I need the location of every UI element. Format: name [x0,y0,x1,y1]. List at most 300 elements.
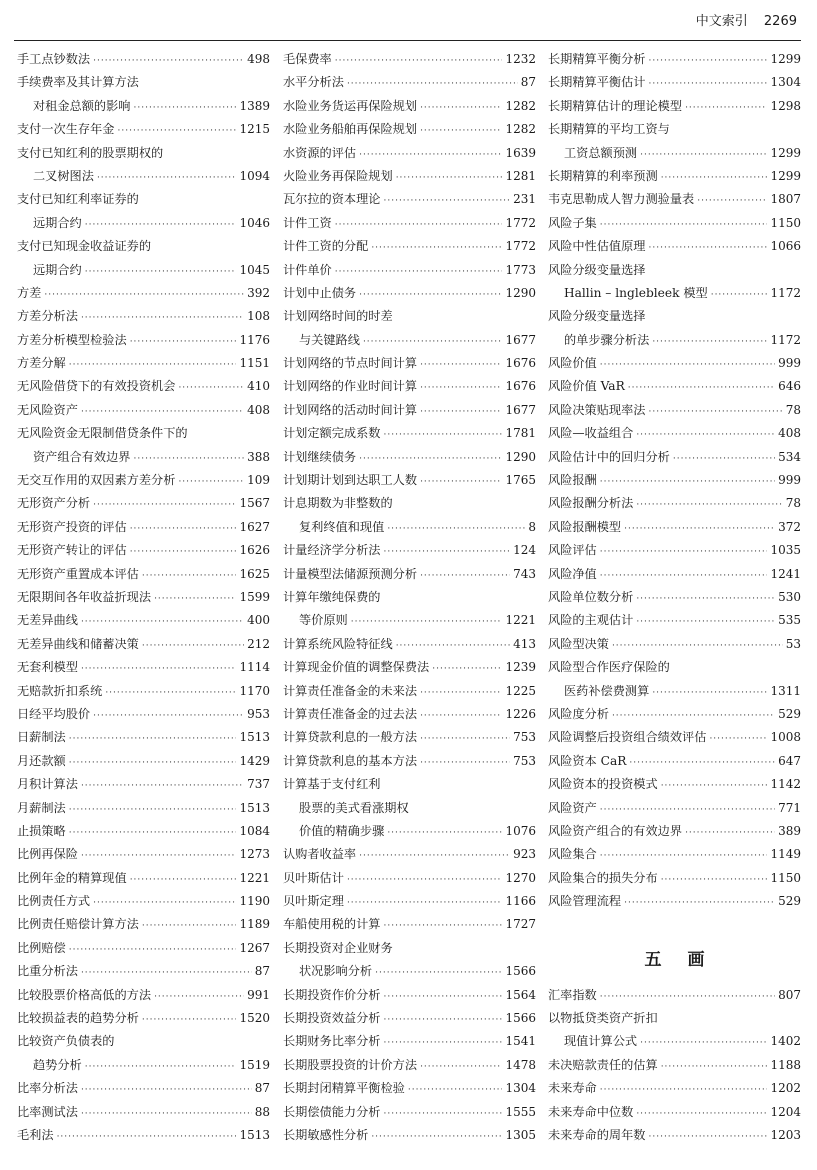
entry-term: 方差分析法 [17,309,78,324]
entry-term: 计划定额完成系数 [283,426,381,441]
dot-leader [57,1126,237,1147]
entry-page-number: 1282 [505,122,536,137]
entry-page-number: 1094 [239,168,270,183]
dot-leader [652,682,767,703]
dot-leader [384,986,503,1007]
index-entry [548,890,801,913]
entry-page-number: 1429 [239,753,270,768]
entry-term: 无差异曲线和储蓄决策 [17,636,139,651]
dot-leader [359,448,502,469]
entry-page-number: 1676 [505,379,536,394]
index-entry [283,48,536,71]
index-entry [283,118,536,141]
entry-page-number: 530 [778,589,801,604]
index-entry [548,399,801,422]
entry-term: 长期偿债能力分析 [283,1104,381,1119]
entry-term: 长期投资对企业财务 [283,940,393,955]
dot-leader [600,541,768,562]
entry-term: 手续费率及其计算方法 [17,75,139,90]
entry-page-number: 991 [247,987,270,1002]
index-entry [17,797,270,820]
dot-leader [359,284,502,305]
entry-page-number: 1389 [239,98,270,113]
index-entry [548,492,801,515]
dot-leader [420,97,502,118]
dot-leader [600,1079,768,1100]
dot-leader [420,377,502,398]
entry-page-number: 1676 [505,356,536,371]
dot-leader [640,1032,767,1053]
entry-page-number: 1304 [770,75,801,90]
entry-page-number: 1626 [239,543,270,558]
entry-term: 毛利法 [17,1127,54,1142]
entry-term: 工资总额预测 [564,145,638,160]
entry-page-number: 1566 [505,1011,536,1026]
entry-term: 计划网络的节点时间计算 [283,356,418,371]
dot-leader [359,144,502,165]
entry-page-number: 1772 [505,215,536,230]
entry-term: 无风险借贷下的有效投资机会 [17,379,176,394]
index-entry [283,703,536,726]
index-entry [548,188,801,211]
entry-term: 毛保费率 [283,52,332,66]
entry-page-number: 53 [785,636,801,651]
index-entry [17,937,270,960]
dot-leader [134,97,237,118]
index-entry [548,539,801,562]
entry-term: 手工点钞数法 [17,52,91,66]
entry-term: 车船使用税的计算 [283,917,381,932]
entry-term: 无交互作用的双因素方差分析 [17,473,176,488]
entry-page-number: 1727 [505,917,536,932]
dot-leader [97,167,237,188]
index-entry [17,329,270,352]
entry-term: 计算贷款利息的基本方法 [283,753,418,768]
index-entry [283,539,536,562]
entry-page-number: 1513 [239,1127,270,1142]
entry-page-number: 923 [513,847,536,862]
entry-page-number: 410 [247,379,270,394]
entry-page-number: 1290 [505,285,536,300]
entry-page-number: 999 [778,473,801,488]
index-entry [548,820,801,843]
entry-page-number: 953 [247,706,270,721]
entry-term: 支付已知红利率证券的 [17,192,139,207]
entry-term: 计件工资的分配 [283,239,369,254]
entry-term: 计算责任准备金的过去法 [283,706,418,721]
entry-term: 风险资产组合的有效边界 [548,823,683,838]
index-entry [548,469,801,492]
index-entry [17,469,270,492]
entry-page-number: 1773 [505,262,536,277]
dot-leader [142,635,244,656]
dot-leader [649,73,768,94]
index-entry [283,352,536,375]
dot-leader [347,73,518,94]
dot-leader [359,845,510,866]
entry-term: 计划期计划到达职工人数 [283,473,418,488]
dot-leader [384,541,511,562]
entry-term: 风险单位数分析 [548,589,634,604]
entry-term: 未来寿命 [548,1081,597,1096]
index-entry [17,1030,270,1053]
entry-term: 风险—收益组合 [548,426,634,441]
entry-page-number: 807 [778,987,801,1002]
index-entry [283,913,536,936]
index-entry [17,352,270,375]
dot-leader [612,705,775,726]
index-column-1 [17,48,270,1147]
index-entry [283,726,536,749]
dot-leader [335,50,503,71]
dot-leader [85,214,237,235]
entry-page-number: 1304 [505,1081,536,1096]
entry-page-number: 1215 [239,122,270,137]
entry-page-number: 413 [513,636,536,651]
dot-leader [384,1103,503,1124]
index-entry [17,235,270,258]
index-entry [283,282,536,305]
entry-term: Hallin – lnglebleek 模型 [564,285,708,300]
index-entry [548,726,801,749]
entry-page-number: 1142 [770,777,801,792]
entry-page-number: 1221 [505,613,536,628]
running-header [14,0,801,41]
entry-page-number: 771 [778,800,801,815]
index-column-2 [283,48,536,1147]
dot-leader [711,284,768,305]
entry-term: 比较资产负债表的 [17,1034,115,1049]
index-entry [283,1077,536,1100]
index-entry [283,188,536,211]
entry-page-number: 1519 [239,1057,270,1072]
index-entry [17,48,270,71]
index-entry-continuation [17,259,270,282]
entry-term: 风险集合 [548,847,597,862]
entry-page-number: 1270 [505,870,536,885]
dot-leader [420,728,510,749]
dot-leader [600,471,775,492]
entry-page-number: 647 [778,753,801,768]
dot-leader [636,611,775,632]
entry-page-number: 1677 [505,332,536,347]
dot-leader [387,518,525,539]
entry-term: 无套利模型 [17,660,78,675]
index-entry [548,703,801,726]
index-entry [548,375,801,398]
entry-term: 无赔款折扣系统 [17,683,103,698]
entry-term: 风险价值 [548,356,597,371]
dot-leader [81,401,244,422]
dot-leader [105,682,236,703]
index-entry [548,118,801,141]
dot-leader [81,775,244,796]
index-entry-continuation [283,329,536,352]
dot-leader [335,261,503,282]
entry-term: 无形资产投资的评估 [17,519,127,534]
index-entry [548,235,801,258]
dot-leader [673,448,775,469]
dot-leader [432,658,502,679]
entry-page-number: 1225 [505,683,536,698]
entry-term: 风险资本的投资模式 [548,777,658,792]
index-entry [17,305,270,328]
index-entry [17,1077,270,1100]
index-entry [548,773,801,796]
index-entry [548,633,801,656]
dot-leader [685,822,775,843]
dot-leader [628,377,775,398]
entry-page-number: 1045 [239,262,270,277]
entry-page-number: 753 [513,730,536,745]
dot-leader [612,635,783,656]
dot-leader [420,705,502,726]
entry-term: 计件工资 [283,215,332,230]
index-entry-continuation [548,282,801,305]
dot-leader [600,986,775,1007]
entry-page-number: 753 [513,753,536,768]
dot-leader [69,752,237,773]
index-entry [17,984,270,1007]
entry-page-number: 1172 [770,285,801,300]
entry-page-number: 1150 [770,870,801,885]
entry-term: 无风险资金无限制借贷条件下的 [17,426,188,441]
entry-term: 风险报酬分析法 [548,496,634,511]
dot-leader [661,775,768,796]
dot-leader [371,237,502,258]
dot-leader [134,448,245,469]
index-entry [283,1054,536,1077]
dot-leader [600,799,775,820]
index-entry [283,71,536,94]
dot-leader [661,167,768,188]
entry-term: 比例赔偿 [17,940,66,955]
dot-leader [363,331,503,352]
entry-page-number: 535 [778,613,801,628]
dot-leader [384,1009,503,1030]
dot-leader [396,635,510,656]
entry-term: 趋势分析 [33,1057,82,1072]
dot-leader [420,682,502,703]
entry-term: 比率测试法 [17,1104,78,1119]
entry-term: 支付已知红利的股票期权的 [17,145,164,160]
entry-page-number: 231 [513,192,536,207]
index-entry-continuation [548,142,801,165]
entry-page-number: 1677 [505,402,536,417]
entry-term: 贝叶斯估计 [283,870,344,885]
dot-leader [387,822,502,843]
entry-page-number: 1541 [505,1034,536,1049]
index-entry-continuation [17,1054,270,1077]
index-entry [283,469,536,492]
dot-leader [93,892,236,913]
dot-leader [93,50,244,71]
entry-page-number: 78 [785,402,801,417]
index-entry [548,1101,801,1124]
entry-term: 认购者收益率 [283,847,357,862]
dot-leader [130,331,237,352]
index-entry [283,399,536,422]
entry-term: 日薪制法 [17,730,66,745]
entry-term: 比例再保险 [17,847,78,862]
index-entry [283,750,536,773]
entry-term: 风险资产 [548,800,597,815]
index-entry [283,142,536,165]
index-entry [17,188,270,211]
entry-term: 韦克思勒成人智力测验量表 [548,192,695,207]
dot-leader [69,728,237,749]
entry-page-number: 8 [528,519,536,534]
dot-leader [420,1056,502,1077]
dot-leader [81,307,244,328]
dot-leader [347,892,503,913]
entry-term: 对租金总额的影响 [33,98,131,113]
dot-leader [685,97,767,118]
entry-term: 股票的美式看涨期权 [299,800,409,815]
entry-term: 风险子集 [548,215,597,230]
index-entry [17,118,270,141]
entry-page-number: 999 [778,356,801,371]
entry-page-number: 1520 [239,1011,270,1026]
dot-leader [85,1056,237,1077]
entry-page-number: 392 [247,285,270,300]
entry-term: 风险集合的损失分布 [548,870,658,885]
section-heading: 五画 [644,949,731,970]
dot-leader [600,214,768,235]
dot-leader [396,167,503,188]
entry-page-number: 1281 [505,168,536,183]
entry-page-number: 1008 [770,730,801,745]
entry-page-number: 1190 [239,894,270,909]
entry-page-number: 534 [778,449,801,464]
dot-leader [154,986,244,1007]
entry-term: 水险业务船舶再保险规划 [283,122,418,137]
entry-page-number: 1241 [770,566,801,581]
entry-page-number: 124 [513,543,536,558]
entry-term: 比重分析法 [17,964,78,979]
index-entry [283,235,536,258]
dot-leader [420,752,510,773]
entry-page-number: 1114 [239,660,270,675]
index-column-3 [548,48,801,1147]
index-entry [17,539,270,562]
entry-term: 风险中性估值原理 [548,239,646,254]
entry-page-number: 1513 [239,800,270,815]
index-entry [283,1101,536,1124]
index-entry [548,352,801,375]
dot-leader [375,962,502,983]
entry-page-number: 1627 [239,519,270,534]
index-entry [548,984,801,1007]
entry-page-number: 87 [254,1081,270,1096]
entry-term: 月薪制法 [17,800,66,815]
index-entry [548,656,801,679]
entry-page-number: 109 [247,473,270,488]
entry-page-number: 1564 [505,987,536,1002]
index-entry [283,890,536,913]
entry-term: 计划网络时间的时差 [283,309,393,324]
dot-leader [130,869,237,890]
dot-leader [384,190,511,211]
index-entry [17,1007,270,1030]
entry-page-number: 1188 [770,1057,801,1072]
dot-leader [600,354,775,375]
entry-term: 无差异曲线 [17,613,78,628]
entry-term: 等价原则 [299,613,348,628]
index-entry [283,984,536,1007]
entry-page-number: 1567 [239,496,270,511]
entry-term: 风险估计中的回归分析 [548,449,670,464]
entry-term: 未来寿命中位数 [548,1104,634,1119]
entry-term: 比例责任方式 [17,894,91,909]
dot-leader [130,541,237,562]
entry-term: 长期精算平衡分析 [548,52,646,66]
index-entry [548,563,801,586]
dot-leader [69,822,237,843]
section-spacer [548,913,801,936]
dot-leader [81,845,237,866]
index-entry [548,609,801,632]
index-entry [283,1007,536,1030]
entry-term: 风险决策贴现率法 [548,402,646,417]
entry-page-number: 1639 [505,145,536,160]
entry-page-number: 1566 [505,964,536,979]
index-entry [17,890,270,913]
entry-page-number: 372 [778,519,801,534]
entry-term: 计算年缴纯保费的 [283,589,381,604]
index-entry-continuation [17,212,270,235]
dot-leader [709,728,767,749]
index-entry [283,773,536,796]
entry-page-number: 1290 [505,449,536,464]
index-entry [548,586,801,609]
entry-term: 风险报酬模型 [548,519,622,534]
entry-term: 风险型合作医疗保险的 [548,660,670,675]
entry-term: 日经平均股价 [17,706,91,721]
entry-page-number: 1226 [505,706,536,721]
entry-page-number: 1066 [770,239,801,254]
dot-leader [93,705,244,726]
index-entry [283,95,536,118]
index-entry [17,399,270,422]
entry-page-number: 1203 [770,1127,801,1142]
dot-leader [81,658,237,679]
index-entry [17,586,270,609]
entry-term: 计量模型法储源预测分析 [283,566,418,581]
dot-leader [81,611,244,632]
entry-term: 医药补偿费测算 [564,683,650,698]
entry-term: 计算基于支付红利 [283,777,381,792]
entry-term: 汇率指数 [548,987,597,1002]
entry-term: 计划继续债务 [283,449,357,464]
index-entry [548,422,801,445]
index-entry [17,680,270,703]
index-entry [548,446,801,469]
dot-leader [154,588,236,609]
entry-term: 复利终值和现值 [299,519,385,534]
entry-term: 计件单价 [283,262,332,277]
entry-term: 风险管理流程 [548,894,622,909]
entry-page-number: 1084 [239,823,270,838]
index-entry [17,913,270,936]
entry-term: 比较损益表的趋势分析 [17,1011,139,1026]
index-entry [17,422,270,445]
entry-page-number: 400 [247,613,270,628]
entry-term: 风险的主观估计 [548,613,634,628]
entry-page-number: 1311 [770,683,801,698]
dot-leader [649,237,768,258]
index-entry [17,820,270,843]
